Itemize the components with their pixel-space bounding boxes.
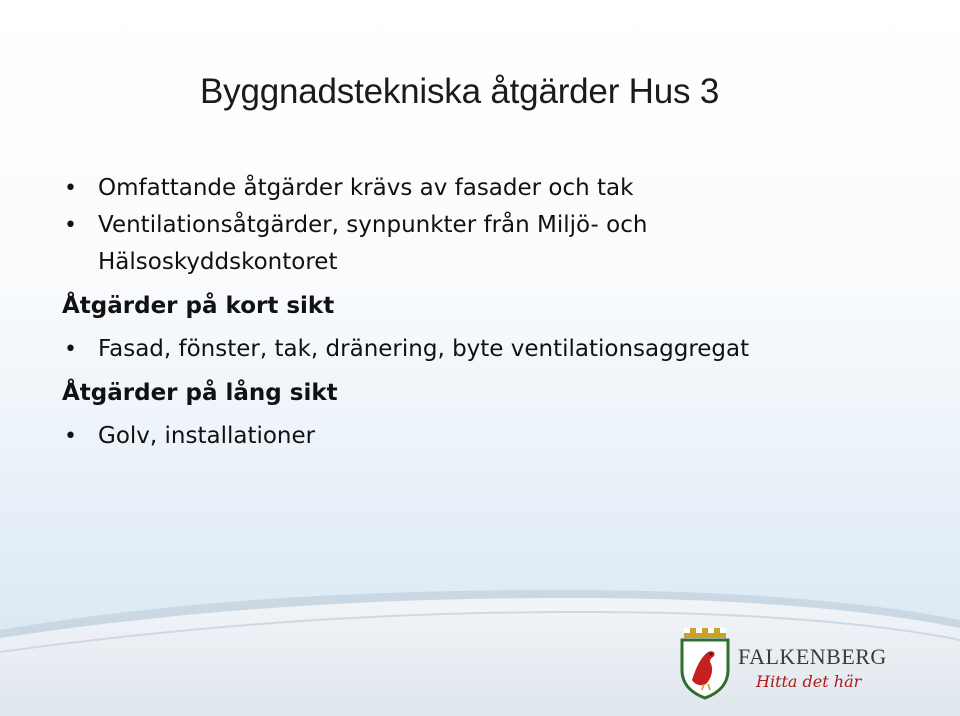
slide-title: Byggnadstekniska åtgärder Hus 3 [200,72,720,111]
falcon-crest-icon [678,628,732,700]
falkenberg-logo [672,628,902,708]
bullet-item [62,170,922,207]
bullet-text: Ventilationsåtgärder, synpunkter från Miljö- och [98,212,648,238]
bullet-text: Fasad, fönster, tak, dränering, byte ventilationsaggregat [98,336,750,362]
bullet-text: Omfattande åtgärder krävs av fasader och tak [98,175,634,201]
section-heading-short-term: Åtgärder på kort sikt [62,293,335,319]
logo-tagline: Hitta det här [756,672,862,691]
bullet-item [62,207,922,281]
slide-body [62,170,922,455]
bullet-text: Golv, installationer [98,423,316,449]
bullet-glyph: • [64,337,77,362]
logo-wordmark: FALKENBERG [738,644,887,669]
bullet-glyph: • [64,424,77,449]
bullet-text-continued: Hälsoskyddskontoret [98,249,338,275]
bullet-item [62,418,922,455]
section-heading-long-term: Åtgärder på lång sikt [62,380,338,406]
bullet-glyph: • [64,176,77,201]
bullet-glyph: • [64,213,77,238]
bullet-item [62,331,922,368]
